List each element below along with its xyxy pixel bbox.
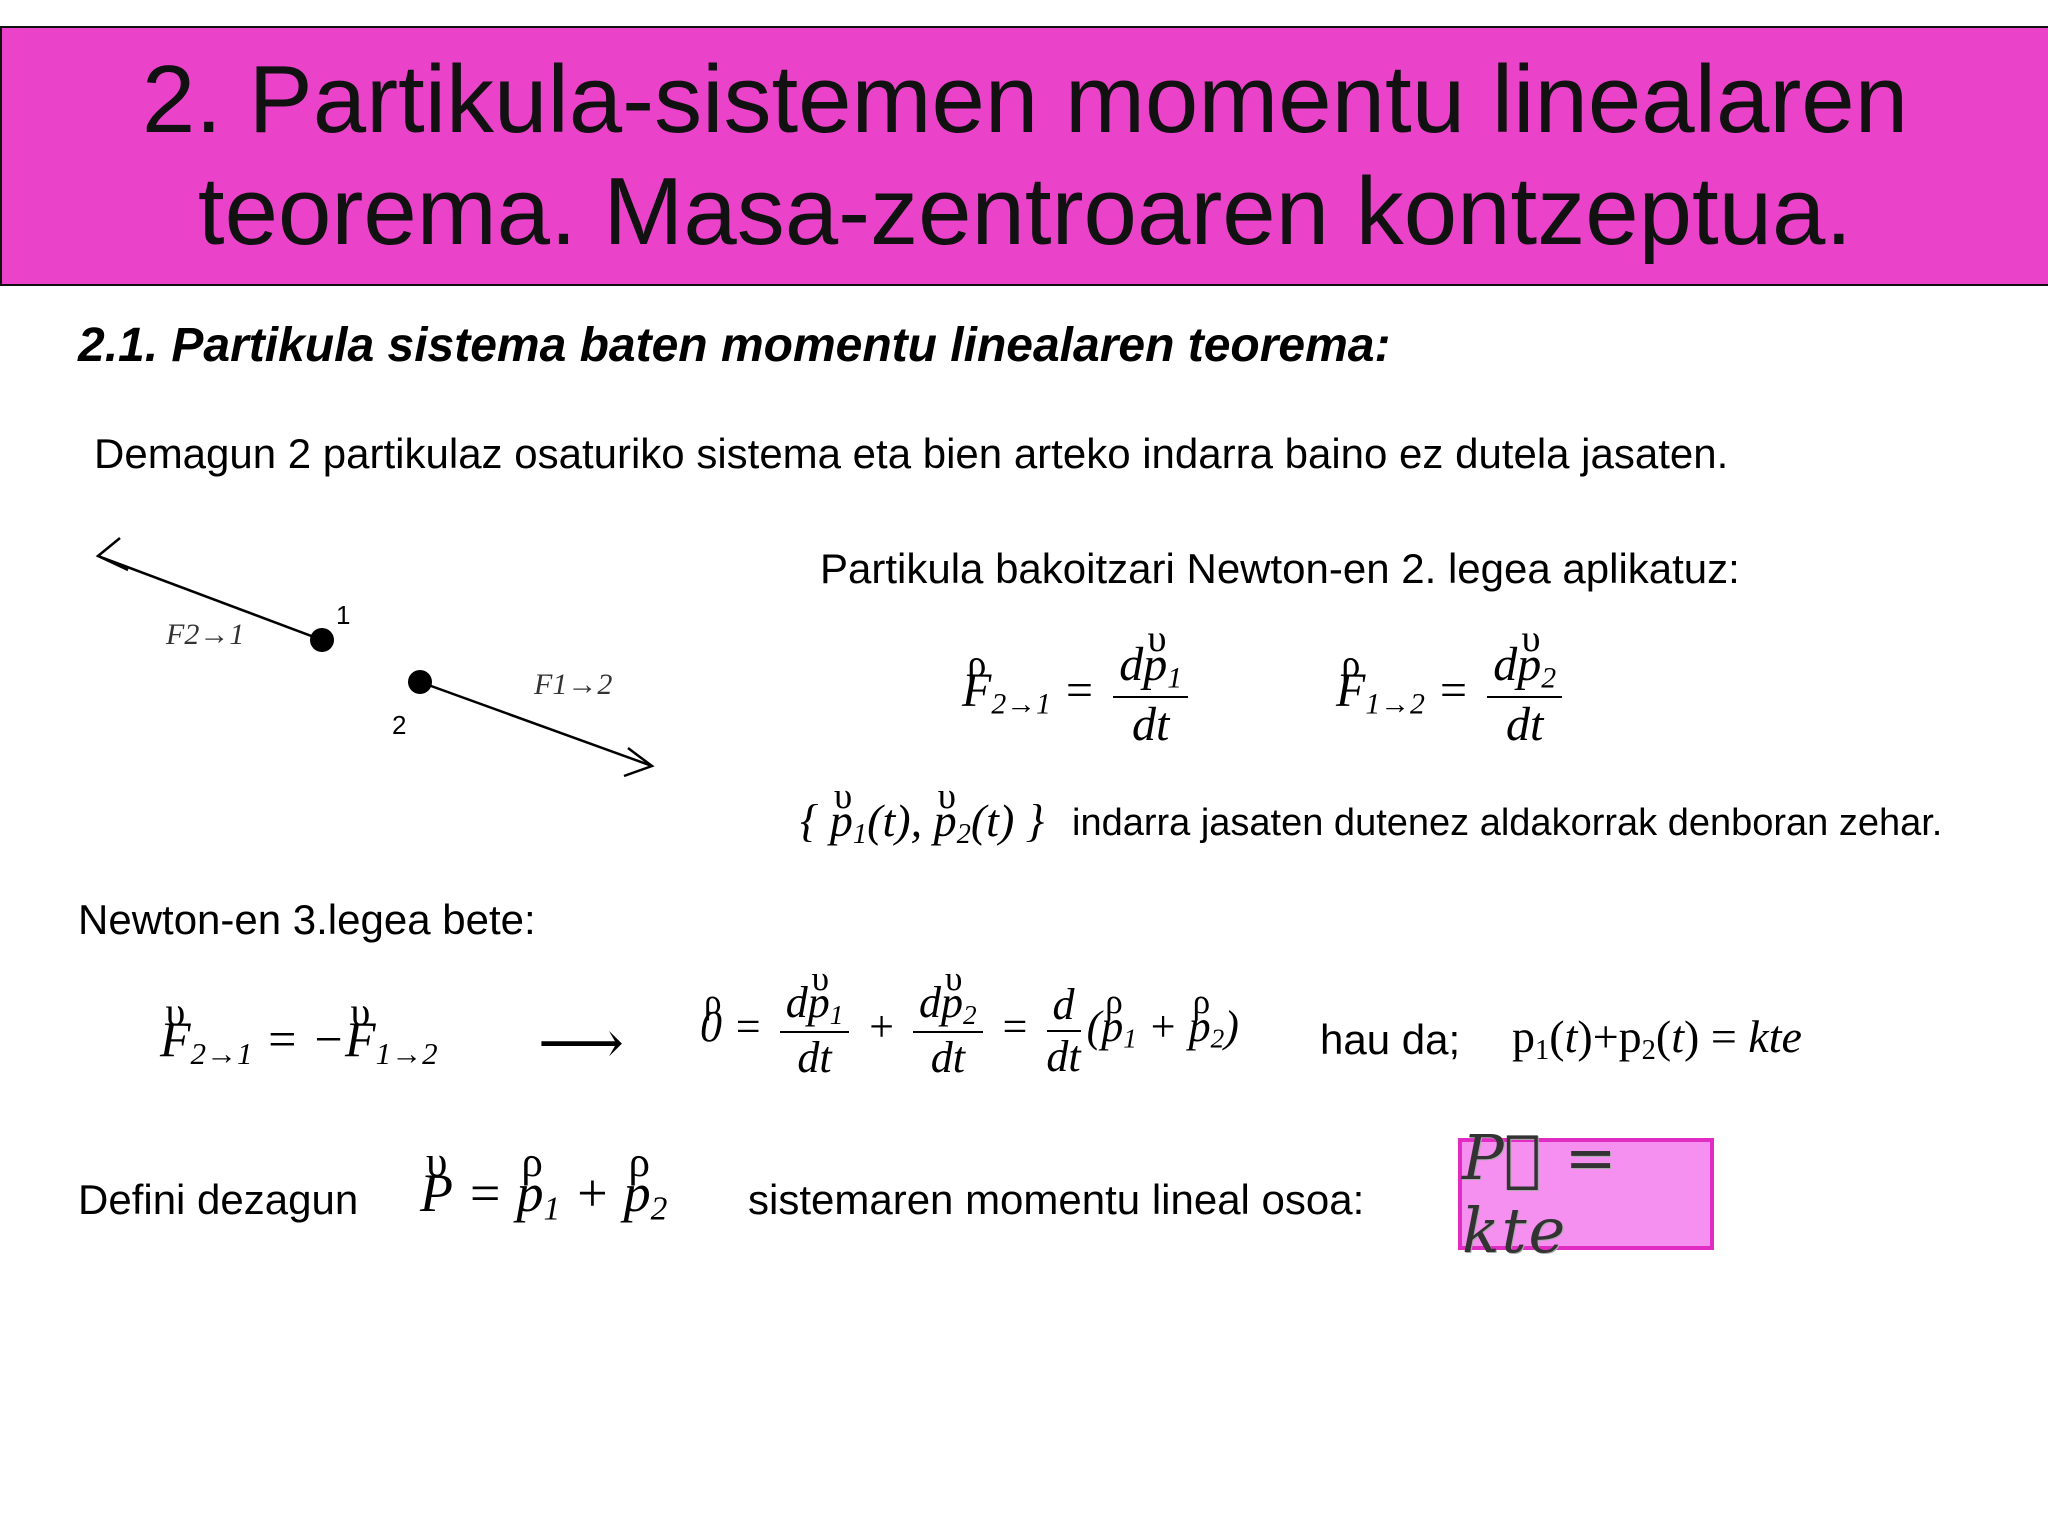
hau-da-text: hau da; [1320, 1016, 1461, 1063]
total-momentum-text: sistemaren momentu lineal osoa: [748, 1176, 1365, 1223]
define-text: Defini dezagun [78, 1176, 359, 1223]
result-box [1458, 1121, 1714, 1267]
equation-derivative-sum: ρ 0 = $\frac{d\upsilon p_1}{dt}$ + $\frac{d\upsilon p_2}{dt}$ = $\frac{d}{dt}$ (ρ $p_1 + \rho$ $p_2$) [700, 980, 1239, 1082]
force-2-1-label: F2→1 [166, 618, 245, 651]
section-subtitle: 2.1. Partikula sistema baten momentu linealaren teorema: [78, 319, 1391, 372]
equation-force-2-1: ρ $F_{2\to 1}$ = $\frac{d\upsilon p_1}{dt}$ [962, 640, 1194, 750]
result-formula: P⃗ = kte [1462, 1121, 1619, 1267]
equation-newton3: υ $F_{2\to 1} = -\upsilon$ $F_{1\to 2}$ [160, 1010, 438, 1072]
implies-arrow: ⟶ [538, 1010, 625, 1076]
momenta-set: { υ $p_1(t)$, υ $p_2(t)$ } [800, 794, 1044, 851]
particle-2-label: 2 [392, 710, 407, 740]
equation-force-1-2: ρ $F_{1\to 2}$ = $\frac{d\upsilon p_2}{dt}$ [1336, 640, 1568, 750]
equation-conservation: $p_1(t)+p_2(t)$ = kte [1512, 1011, 1802, 1067]
intro-text: Demagun 2 partikulaz osaturiko sistema eta bien arteko indarra baino ez dutela jasaten. [94, 430, 1729, 477]
title-line-2: teorema. Masa-zentroaren kontzeptua. [197, 158, 1853, 265]
particle-1-label: 1 [336, 600, 351, 630]
newton2-text: Partikula bakoitzari Newton-en 2. legea aplikatuz: [820, 545, 1740, 592]
title-line-1: 2. Partikula-sistemen momentu linealaren [141, 46, 1909, 153]
particles-diagram [80, 530, 680, 800]
equation-total-momentum: υ P = ρ $p_1 + \rho$ $p_2$ [420, 1162, 667, 1228]
particle-1-dot [310, 628, 334, 652]
newton3-text: Newton-en 3.legea bete: [78, 896, 536, 943]
varying-text: indarra jasaten dutenez aldakorrak denboran zehar. [1072, 802, 1943, 844]
force-1-2-label: F1→2 [534, 668, 613, 701]
particle-2-dot [408, 670, 432, 694]
title-banner [0, 26, 2048, 286]
